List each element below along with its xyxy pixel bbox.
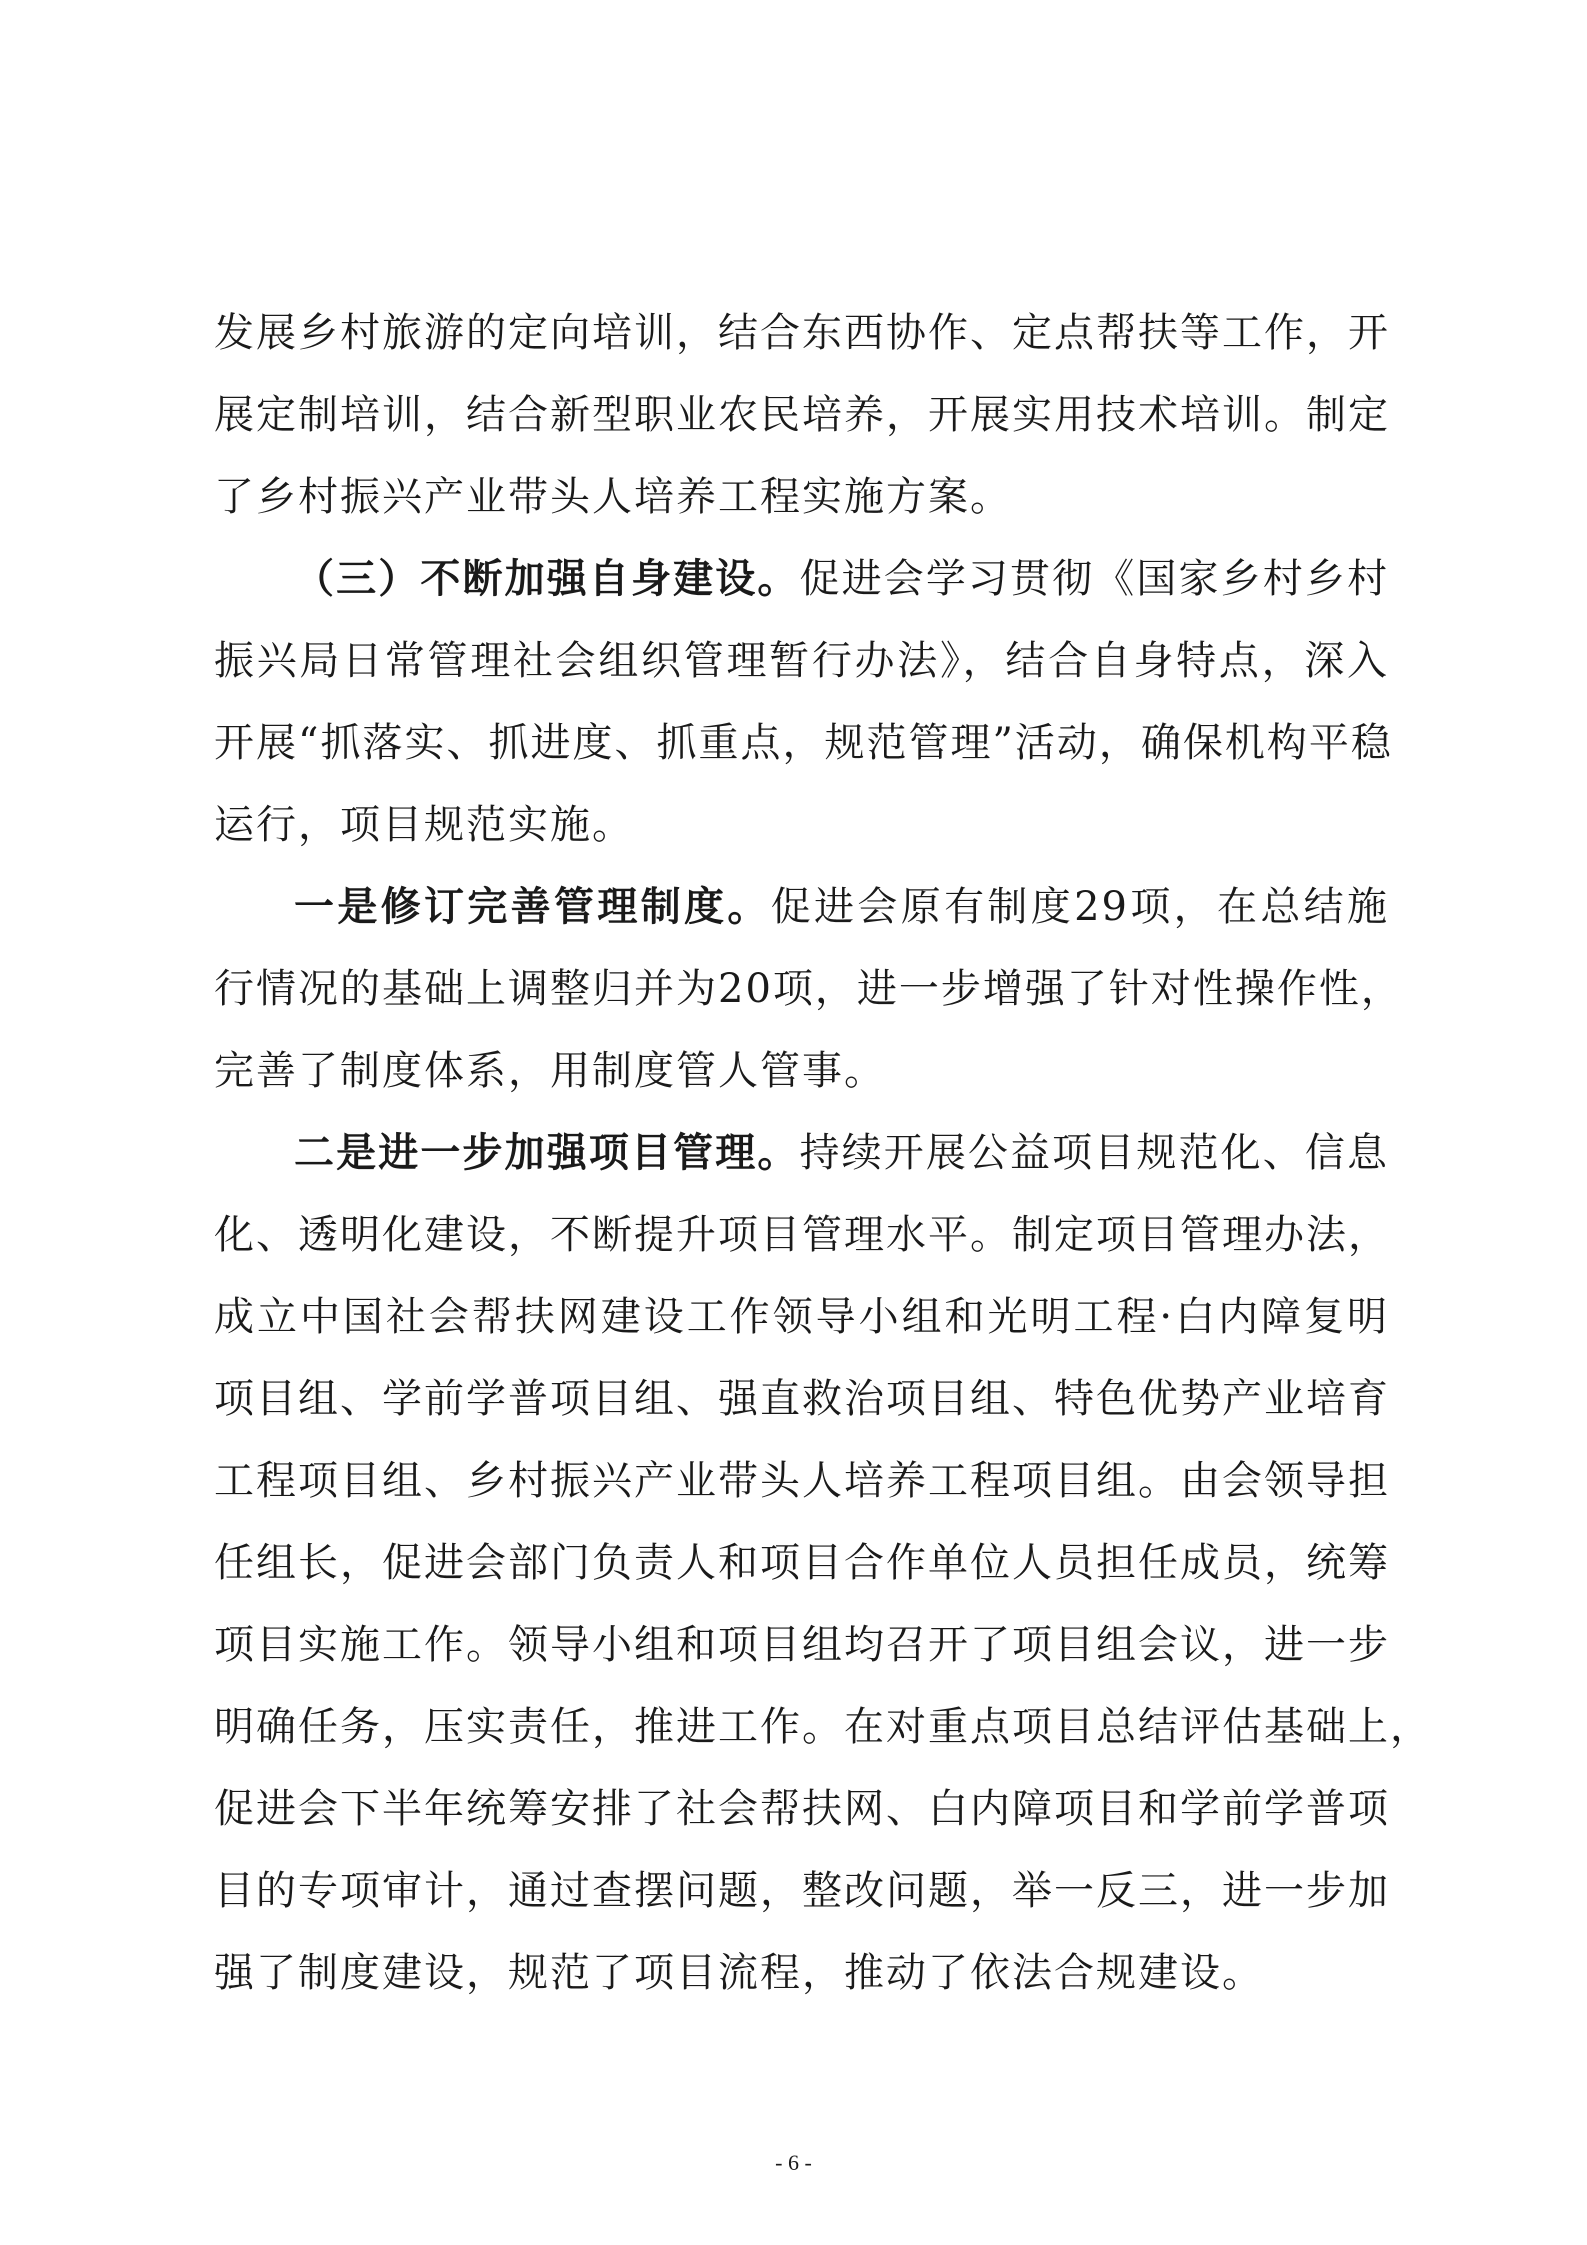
paragraph-line: 工程项目组、乡村振兴产业带头人培养工程项目组。由会领导担 — [214, 1458, 1390, 1504]
paragraph-line — [214, 1112, 1389, 1194]
subsection-heading: 二是进一步加强项目管理。 — [294, 1129, 800, 1176]
paragraph-line: 强了制度建设，规范了项目流程，推动了依法合规建设。 — [214, 1950, 1264, 1996]
paragraph-line — [214, 866, 1389, 948]
paragraph-line: 任组长，促进会部门负责人和项目合作单位人员担任成员，统筹 — [214, 1540, 1390, 1586]
paragraph-line: 发展乡村旅游的定向培训，结合东西协作、定点帮扶等工作，开 — [214, 310, 1390, 356]
paragraph-line: 完善了制度体系，用制度管人管事。 — [214, 1048, 886, 1094]
body-text — [214, 292, 1432, 2014]
paragraph-line: 项目组、学前学普项目组、强直救治项目组、特色优势产业培育 — [214, 1376, 1390, 1422]
paragraph-line: 了乡村振兴产业带头人培养工程实施方案。 — [214, 474, 1012, 520]
paragraph-line: 明确任务，压实责任，推进工作。在对重点项目总结评估基础上， — [214, 1704, 1432, 1750]
section-heading: （三）不断加强自身建设。 — [294, 555, 800, 602]
paragraph-line: 促进会下半年统筹安排了社会帮扶网、白内障项目和学前学普项 — [214, 1786, 1390, 1832]
paragraph-line: 化、透明化建设，不断提升项目管理水平。制定项目管理办法， — [214, 1212, 1390, 1258]
paragraph-line: 项目实施工作。领导小组和项目组均召开了项目组会议，进一步 — [214, 1622, 1390, 1668]
paragraph-line: 运行，项目规范实施。 — [214, 802, 634, 848]
subsection-heading: 一是修订完善管理制度。 — [294, 883, 771, 930]
paragraph-line: 开展“抓落实、抓进度、抓重点，规范管理”活动，确保机构平稳 — [214, 720, 1393, 766]
paragraph-line: 目的专项审计，通过查摆问题，整改问题，举一反三，进一步加 — [214, 1868, 1390, 1914]
paragraph-line — [214, 538, 1389, 620]
paragraph-line: 振兴局日常管理社会组织管理暂行办法》，结合自身特点，深入 — [214, 638, 1389, 684]
paragraph-text: 促进会原有制度29项，在总结施 — [770, 884, 1390, 930]
paragraph-line: 展定制培训，结合新型职业农民培养，开展实用技术培训。制定 — [214, 392, 1390, 438]
page-number: - 6 - — [775, 2150, 812, 2175]
paragraph-text: 持续开展公益项目规范化、信息 — [799, 1130, 1390, 1176]
paragraph-text: 促进会学习贯彻《国家乡村乡村 — [799, 556, 1390, 602]
paragraph-line: 成立中国社会帮扶网建设工作领导小组和光明工程·白内障复明 — [214, 1294, 1389, 1340]
paragraph-line: 行情况的基础上调整归并为20项，进一步增强了针对性操作性， — [214, 966, 1403, 1012]
